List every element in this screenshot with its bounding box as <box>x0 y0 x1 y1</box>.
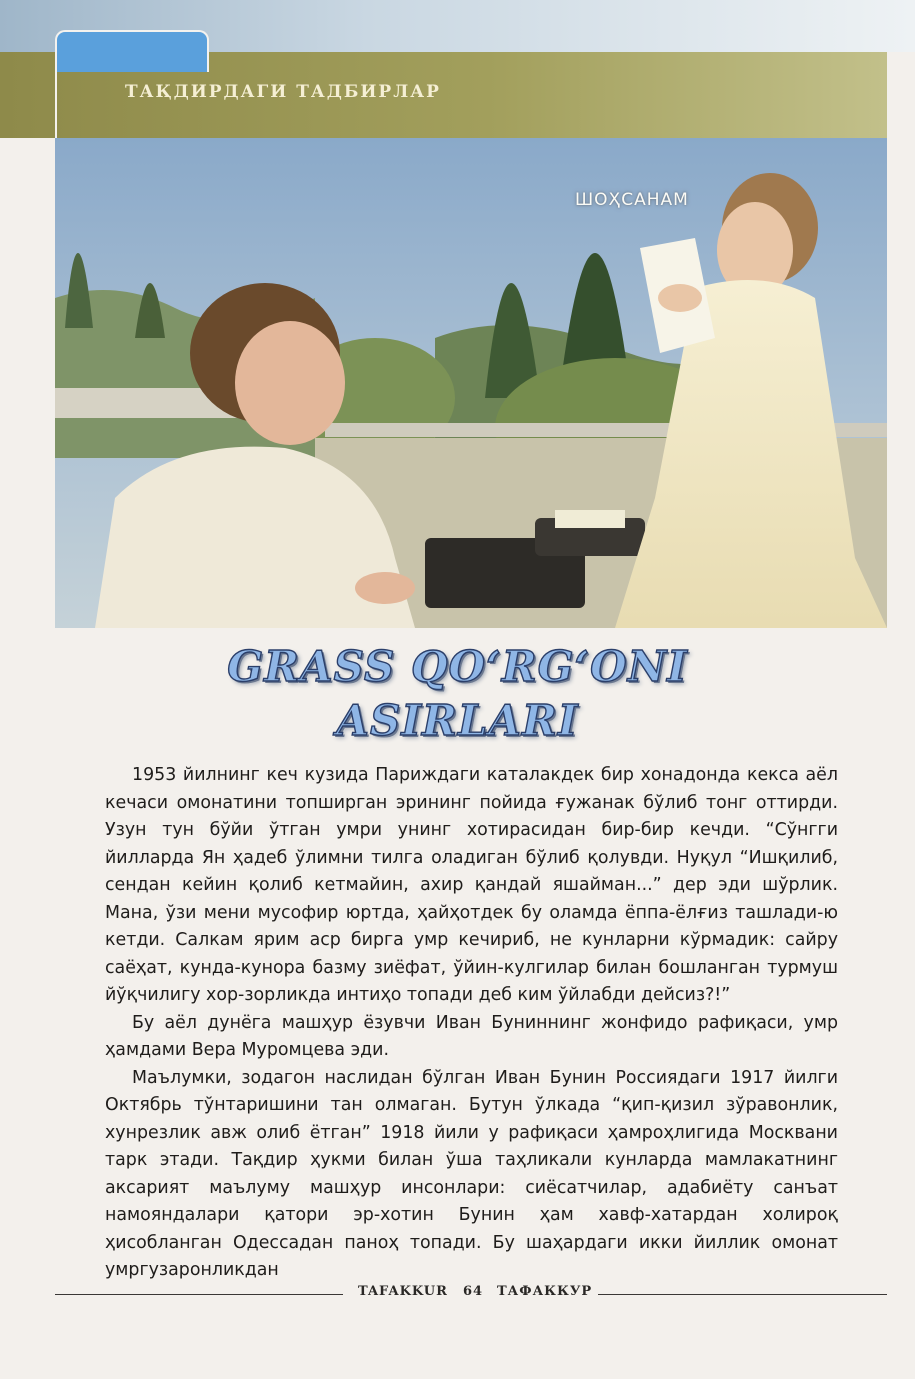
paragraph-1: 1953 йилнинг кеч кузида Париждаги каталакдек бир хонадонда кекса аёл кечаси омонатини топширган эрининг пойида ғужанак бўлиб тонг оттирди. Узун тун бўйи ўтган умри унинг хотирасидан бир-бир кечди. “Сўнгги йилларда Ян ҳадеб ўлимни тилга оладиган бўлиб қолувди. Нуқул “Ишқилиб, сендан кейин қолиб кетмайин, ахир қандай яшайман...” дер эди шўрлик. Мана, ўзи мени мусофир юртда, ҳайҳотдек бу оламда ёппа-ёлғиз ташлади-ю кетди. Салкам ярим аср бирга умр кечириб, не кунларни кўрмадик: сайру саёҳат, кунда-кунора базму зиёфат, ўйин-кулгилар билан бошланган турмуш йўқчилигу хор-зорликда интиҳо топади деб ким ўйлабди дейсиз?!” <box>105 765 838 1005</box>
page-number: 64 <box>463 1284 484 1299</box>
author-name: ШОҲСАНАМ <box>575 190 689 210</box>
footer-rule-left <box>55 1294 343 1295</box>
footer-journal-cyrillic: ТАФАККУР <box>497 1284 593 1299</box>
section-title: ТАҚДИРДАГИ ТАДБИРЛАР <box>125 82 441 102</box>
woman-standing-hands <box>658 284 702 312</box>
footer-journal-latin: TAFAKKUR <box>358 1284 448 1299</box>
paragraph-3: Маълумки, зодагон наслидан бўлган Иван Бунин Россиядаги 1917 йилги Октябрь тўнтаришини тан олмаган. Бутун ўлкада “қип-қизил зўравонлик, хунрезлик авж олиб ётган” 1918 йили у рафиқаси ҳамроҳлигида Москвани тарк этади. Тақдир ҳукми билан ўша таҳликали кунларда мамлакатнинг аксарият маълуму машҳур инсонлари: сиёсатчилар, адабиёту санъат намояндалари қатори эр-хотин Бунин ҳам хавф-хатардан холироқ ҳисобланган Одессадан паноҳ топади. Бу шаҳардаги икки йиллик омонат умргузаронликдан <box>105 1067 838 1280</box>
typewriter-paper <box>555 510 625 528</box>
article-title-line-1: GRASS QO‘RG‘ONI <box>227 642 688 691</box>
photo-illustration <box>55 138 887 628</box>
article-body <box>105 762 838 1285</box>
footer-rule-right <box>598 1294 887 1295</box>
woman-seated-face <box>235 321 345 445</box>
article-photo <box>55 138 887 628</box>
woman-seated-hands <box>355 572 415 604</box>
paragraph-2: Бу аёл дунёга машҳур ёзувчи Иван Буниннинг жонфидо рафиқаси, умр ҳамдами Вера Муромцева эди. <box>105 1012 838 1060</box>
article-title-line-2: ASIRLARI <box>336 696 579 745</box>
